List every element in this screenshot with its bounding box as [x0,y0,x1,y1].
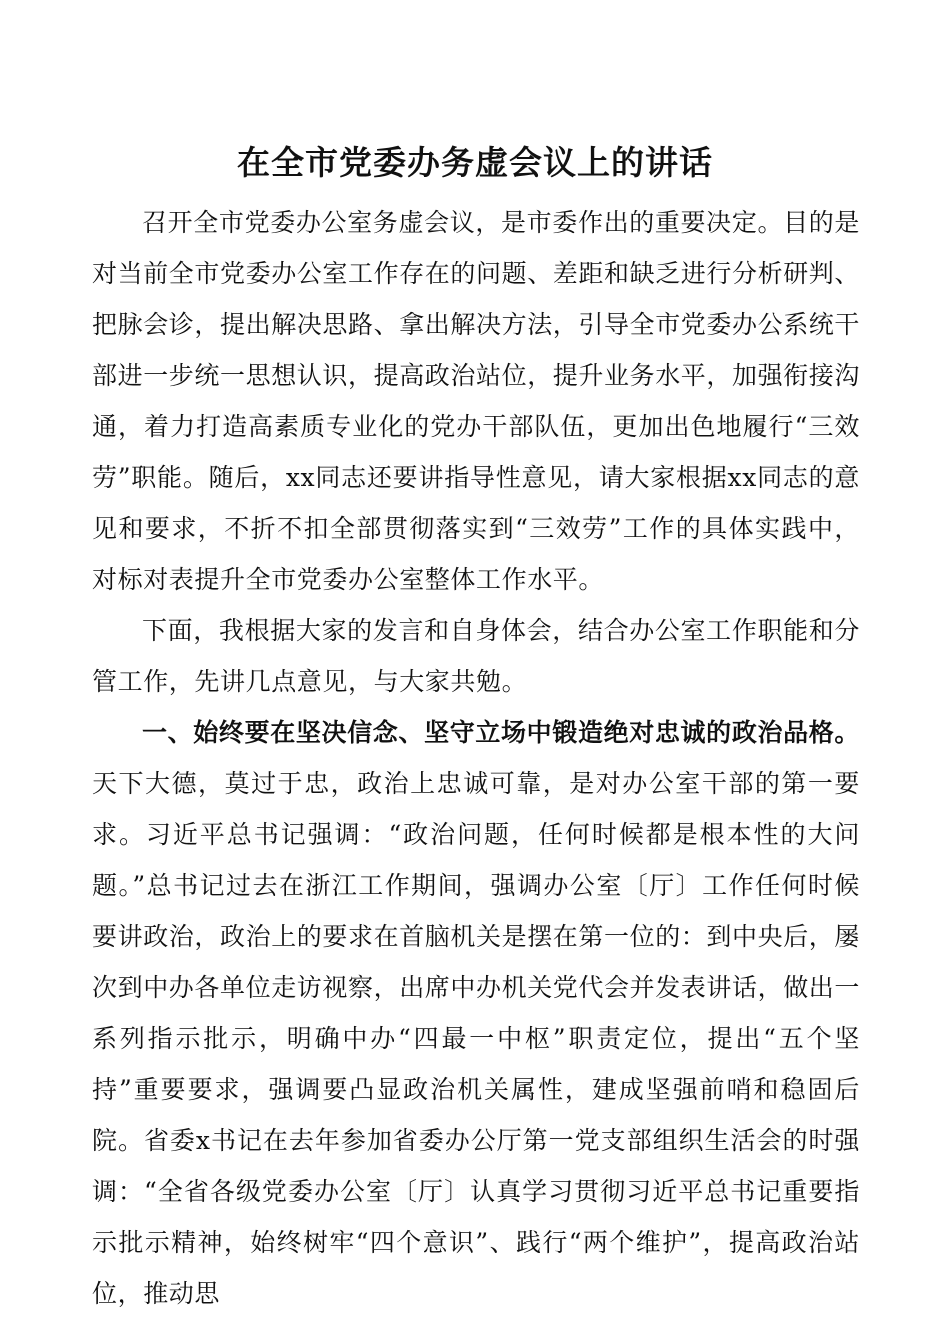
document-body [92,197,860,1319]
section-one-heading: 一、始终要在坚决信念、坚守立场中锻造绝对忠诚的政治品格。 [142,718,860,747]
section-one-text: 天下大德，莫过于忠，政治上忠诚可靠，是对办公室干部的第一要求。习近平总书记强调：“政治问题，任何时候都是根本性的大问题。”总书记过去在浙江工作期间，强调办公室〔厅〕工作任何时候要讲政治，政治上的要求在首脑机关是摆在第一位的：到中央后，屡次到中办各单位走访视察，出席中办机关党代会并发表讲话，做出一系列指示批示，明确中办“四最一中枢”职责定位，提出“五个坚持”重要要求，强调要凸显政治机关属性，建成坚强前哨和稳固后院。省委x书记在去年参加省委办公厅第一党支部组织生活会的时强调：“全省各级党委办公室〔厅〕认真学习贯彻习近平总书记重要指示批示精神，始终树牢“四个意识”、践行“两个维护”，提高政治站位，推动思 [92,769,861,1308]
paragraph-opening: 召开全市党委办公室务虚会议，是市委作出的重要决定。目的是对当前全市党委办公室工作存在的问题、差距和缺乏进行分析研判、把脉会诊，提出解决思路、拿出解决方法，引导全市党委办公系统干部进一步统一思想认识，提高政治站位，提升业务水平，加强衔接沟通，着力打造高素质专业化的党办干部队伍，更加出色地履行“三效劳”职能。随后，xx同志还要讲指导性意见，请大家根据xx同志的意见和要求，不折不扣全部贯彻落实到“三效劳”工作的具体实践中，对标对表提升全市党委办公室整体工作水平。 [92,208,861,594]
paragraph-intro: 下面，我根据大家的发言和自身体会，结合办公室工作职能和分管工作，先讲几点意见，与大家共勉。 [92,616,860,696]
document-title: 在全市党委办务虚会议上的讲话 [237,143,713,182]
section-one-paragraph [92,707,860,1319]
